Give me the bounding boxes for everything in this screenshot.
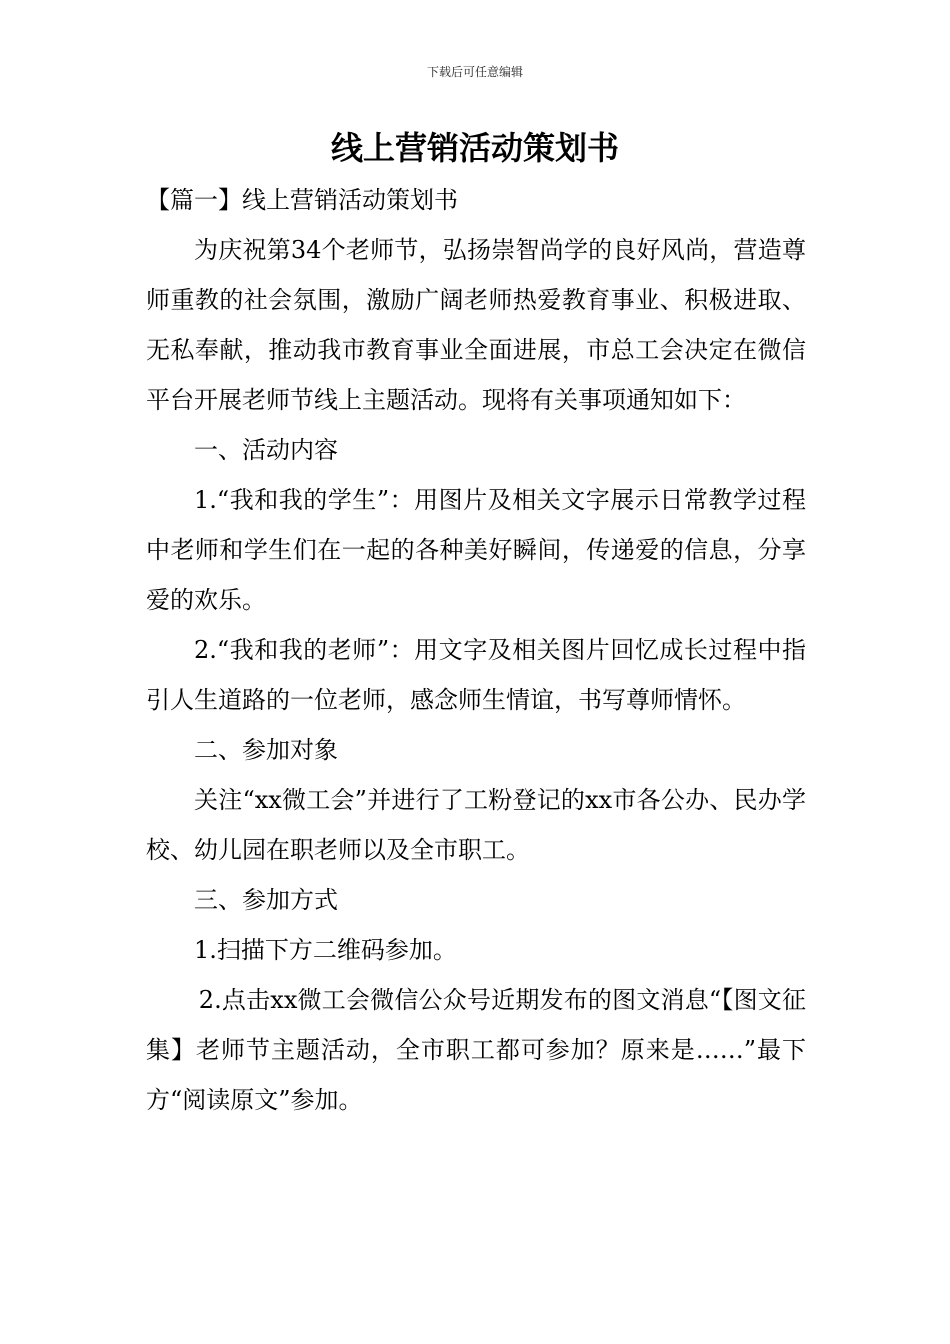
heading-participants: 二、参加对象 — [194, 736, 338, 764]
participants-paragraph: 关注“xx微工会”并进行了工粉登记的xx市各公办、民办学校、幼儿园在职老师以及全市职工。 — [146, 786, 806, 864]
activity-item-2: 2.“我和我的老师”：用文字及相关图片回忆成长过程中指引人生道路的一位老师，感念师生情谊，书写尊师情怀。 — [146, 636, 806, 714]
activity-item-1: 1.“我和我的学生”：用图片及相关文字展示日常教学过程中老师和学生们在一起的各种美好瞬间，传递爱的信息，分享爱的欢乐。 — [146, 486, 806, 614]
method-item-2: 2.点击xx微工会微信公众号近期发布的图文消息“【图文征集】老师节主题活动，全市职工都可参加？原来是……”最下方“阅读原文”参加。 — [146, 986, 806, 1114]
section-heading-part-one: 【篇一】线上营销活动策划书 — [146, 186, 458, 214]
header-note: 下载后可任意编辑 — [426, 65, 523, 79]
document-body — [146, 175, 806, 1125]
heading-participation-method: 三、参加方式 — [194, 886, 338, 914]
method-item-1: 1.扫描下方二维码参加。 — [194, 936, 457, 964]
document-title: 线上营销活动策划书 — [330, 129, 619, 167]
intro-paragraph: 为庆祝第34个老师节，弘扬崇智尚学的良好风尚，营造尊师重教的社会氛围，激励广阔老师热爱教育事业、积极进取、无私奉献，推动我市教育事业全面进展，市总工会决定在微信平台开展老师节线上主题活动。现将有关事项通知如下： — [146, 236, 806, 414]
heading-activity-content: 一、活动内容 — [194, 436, 338, 464]
